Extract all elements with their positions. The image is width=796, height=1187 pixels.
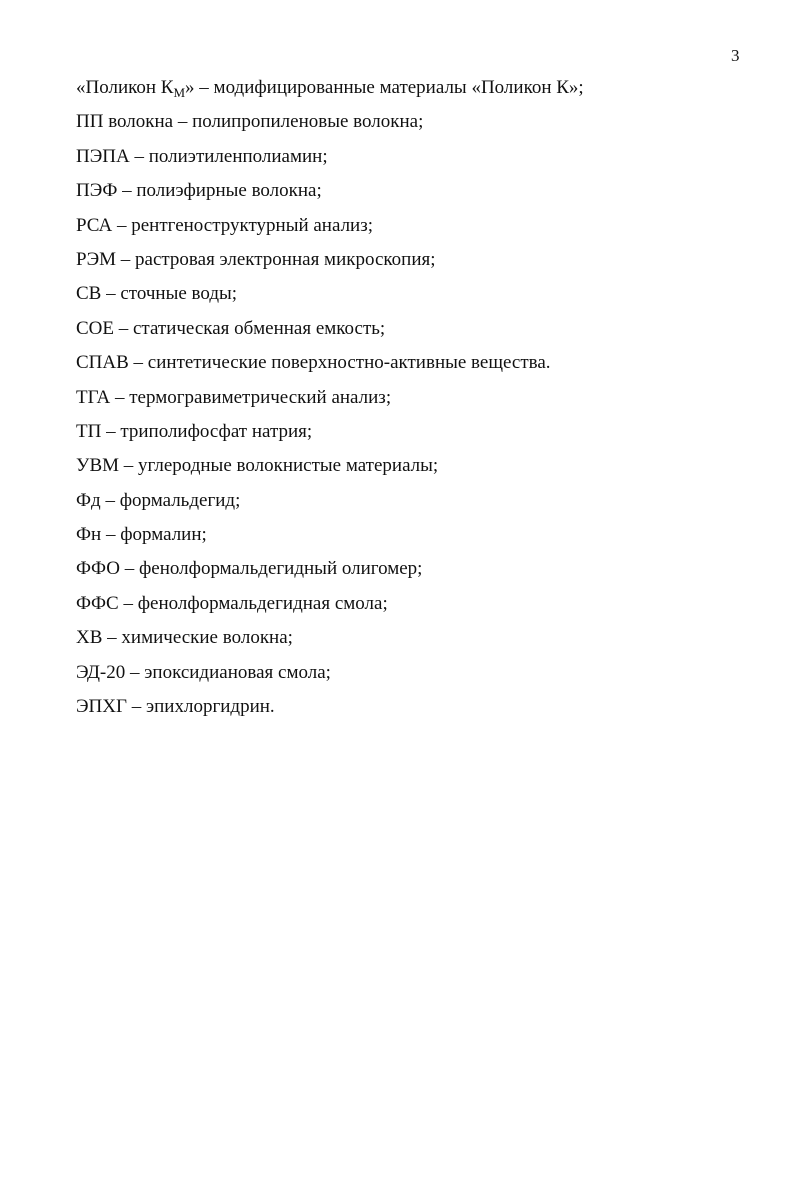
abbreviation-definition: формалин; bbox=[120, 524, 207, 546]
abbreviation-separator: – bbox=[100, 489, 120, 511]
abbreviation-term: ЭПХГ bbox=[76, 696, 127, 718]
abbreviation-term: УВМ bbox=[76, 455, 120, 477]
abbreviation-separator: – bbox=[101, 420, 121, 442]
abbreviation-term: СОЕ bbox=[76, 317, 114, 339]
abbreviation-item bbox=[76, 142, 766, 176]
abbreviation-term: РЭМ bbox=[76, 248, 117, 270]
abbreviation-term: СВ bbox=[76, 283, 102, 305]
abbreviation-item bbox=[76, 211, 766, 245]
abbreviation-separator: – bbox=[125, 661, 145, 683]
abbreviation-term: ПЭФ bbox=[76, 180, 118, 202]
abbreviation-term: ТГА bbox=[76, 386, 111, 408]
abbreviation-definition: эпоксидиановая смола; bbox=[144, 661, 331, 683]
abbreviation-definition: полиэтиленполиамин; bbox=[148, 145, 328, 167]
abbreviation-item bbox=[76, 417, 766, 451]
abbreviation-definition: модифицированные материалы «Поликон К»; bbox=[213, 77, 584, 98]
abbreviation-item bbox=[76, 623, 766, 657]
abbreviation-separator: – bbox=[119, 558, 139, 580]
abbreviation-term: Фд bbox=[76, 489, 101, 511]
abbreviation-term: ПП волокна bbox=[76, 111, 174, 133]
abbreviation-definition: фенолформальдегидный олигомер; bbox=[138, 558, 423, 580]
abbreviation-definition: химические волокна; bbox=[121, 627, 293, 649]
abbreviation-term-subscript: М bbox=[173, 85, 186, 100]
abbreviation-item bbox=[76, 658, 766, 692]
abbreviation-term: Фн bbox=[76, 524, 102, 546]
abbreviation-separator: – bbox=[114, 317, 133, 339]
abbreviation-item bbox=[76, 554, 766, 588]
abbreviation-separator: – bbox=[110, 386, 130, 408]
abbreviation-term: ХВ bbox=[76, 627, 103, 649]
abbreviation-item bbox=[76, 245, 766, 279]
abbreviation-item bbox=[76, 520, 766, 554]
abbreviation-separator: – bbox=[118, 592, 138, 614]
abbreviation-definition: сточные воды; bbox=[120, 283, 238, 305]
abbreviation-separator: – bbox=[128, 352, 148, 374]
abbreviation-item bbox=[76, 589, 766, 623]
abbreviation-item bbox=[76, 348, 766, 382]
abbreviation-list bbox=[76, 73, 766, 726]
abbreviation-definition: формальдегид; bbox=[119, 489, 241, 511]
abbreviation-separator: – bbox=[119, 455, 139, 477]
abbreviation-item bbox=[76, 279, 766, 313]
abbreviation-term: ЭД-20 bbox=[76, 661, 126, 683]
abbreviation-definition: термогравиметрический анализ; bbox=[129, 386, 392, 408]
abbreviation-term: ФФС bbox=[76, 592, 119, 614]
abbreviation-term: ПЭПА bbox=[76, 145, 130, 167]
abbreviation-separator: – bbox=[173, 111, 193, 133]
abbreviation-term-suffix: » bbox=[185, 77, 195, 98]
abbreviation-separator: – bbox=[116, 248, 136, 270]
abbreviation-item bbox=[76, 314, 766, 348]
abbreviation-separator: – bbox=[117, 180, 137, 202]
abbreviation-definition: полипропиленовые волокна; bbox=[192, 111, 424, 133]
abbreviation-definition: рентгеноструктурный анализ; bbox=[131, 214, 374, 236]
abbreviation-separator: – bbox=[129, 145, 149, 167]
abbreviation-definition: углеродные волокнистые материалы; bbox=[138, 455, 439, 477]
abbreviation-definition: полиэфирные волокна; bbox=[136, 180, 322, 202]
abbreviation-item bbox=[76, 73, 766, 107]
abbreviation-item bbox=[76, 692, 766, 726]
abbreviation-item bbox=[76, 451, 766, 485]
abbreviation-definition: статическая обменная емкость; bbox=[133, 317, 386, 339]
abbreviation-term: СПАВ bbox=[76, 352, 129, 374]
abbreviation-term: ФФО bbox=[76, 558, 120, 580]
abbreviation-definition: растровая электронная микроскопия; bbox=[135, 248, 436, 270]
abbreviation-item bbox=[76, 383, 766, 417]
abbreviation-term: РСА bbox=[76, 214, 113, 236]
abbreviation-separator: – bbox=[102, 627, 122, 649]
abbreviation-term: ТП bbox=[76, 420, 102, 442]
abbreviation-definition: эпихлоргидрин. bbox=[145, 696, 275, 718]
abbreviation-term: «Поликон К bbox=[76, 77, 174, 98]
abbreviation-definition: фенолформальдегидная смола; bbox=[137, 592, 388, 614]
abbreviation-separator: – bbox=[101, 283, 121, 305]
abbreviation-item bbox=[76, 176, 766, 210]
abbreviation-definition: синтетические поверхностно-активные вещества. bbox=[147, 352, 551, 374]
abbreviation-separator: – bbox=[194, 77, 214, 98]
abbreviation-item bbox=[76, 486, 766, 520]
abbreviation-item bbox=[76, 107, 766, 141]
abbreviation-separator: – bbox=[112, 214, 132, 236]
page-number: 3 bbox=[731, 46, 740, 65]
abbreviation-separator: – bbox=[126, 696, 146, 718]
abbreviation-definition: триполифосфат натрия; bbox=[120, 420, 313, 442]
abbreviation-separator: – bbox=[101, 524, 121, 546]
